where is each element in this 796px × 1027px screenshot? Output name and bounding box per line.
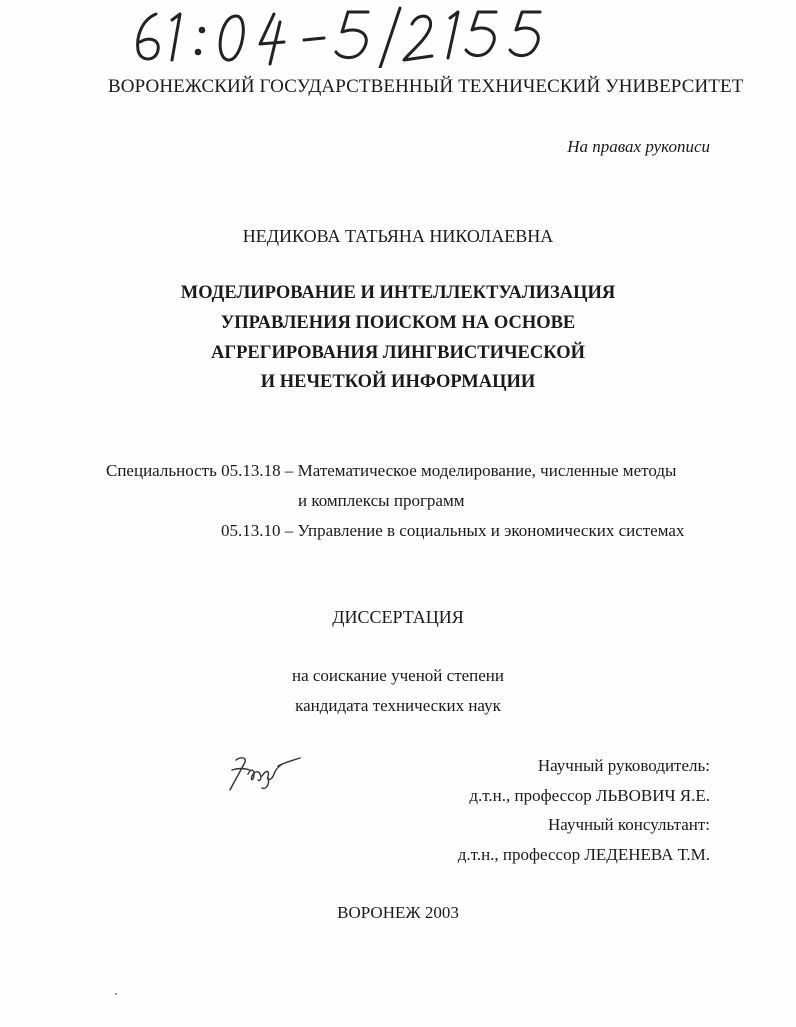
specialty-line-2: и комплексы программ — [298, 491, 465, 510]
title-line-2: УПРАВЛЕНИЯ ПОИСКОМ НА ОСНОВЕ — [220, 313, 576, 333]
specialty-line-1: Специальность 05.13.18 – Математическое моделирование, численные методы — [106, 461, 677, 480]
city-year: ВОРОНЕЖ 2003 — [337, 903, 459, 922]
author-signature — [222, 752, 302, 794]
specialty-line-3: 05.13.10 – Управление в социальных и экономических системах — [221, 521, 685, 540]
degree-line-2: кандидата технических наук — [295, 696, 501, 715]
degree-line-1: на соискание ученой степени — [291, 666, 505, 685]
supervisor-name: д.т.н., профессор ЛЬВОВИЧ Я.Е. — [469, 786, 710, 805]
university-name: ВОРОНЕЖСКИЙ ГОСУДАРСТВЕННЫЙ ТЕХНИЧЕСКИЙ УНИВЕРСИТЕТ — [108, 76, 744, 97]
consultant-label: Научный консультант: — [548, 815, 710, 834]
consultant-name: д.т.н., профессор ЛЕДЕНЕВА Т.М. — [457, 845, 710, 864]
rights-note: На правах рукописи — [567, 137, 710, 156]
title-line-3: АГРЕГИРОВАНИЯ ЛИНГВИСТИЧЕСКОЙ — [211, 343, 585, 363]
title-line-1: МОДЕЛИРОВАНИЕ И ИНТЕЛЛЕКТУАЛИЗАЦИЯ — [180, 283, 616, 303]
scan-speck — [115, 993, 117, 995]
title-line-4: И НЕЧЕТКОЙ ИНФОРМАЦИИ — [260, 372, 536, 392]
author-name: НЕДИКОВА ТАТЬЯНА НИКОЛАЕВНА — [242, 226, 554, 246]
handwritten-archive-code — [128, 2, 548, 68]
supervisor-label: Научный руководитель: — [537, 756, 710, 775]
document-type: ДИССЕРТАЦИЯ — [332, 607, 464, 627]
